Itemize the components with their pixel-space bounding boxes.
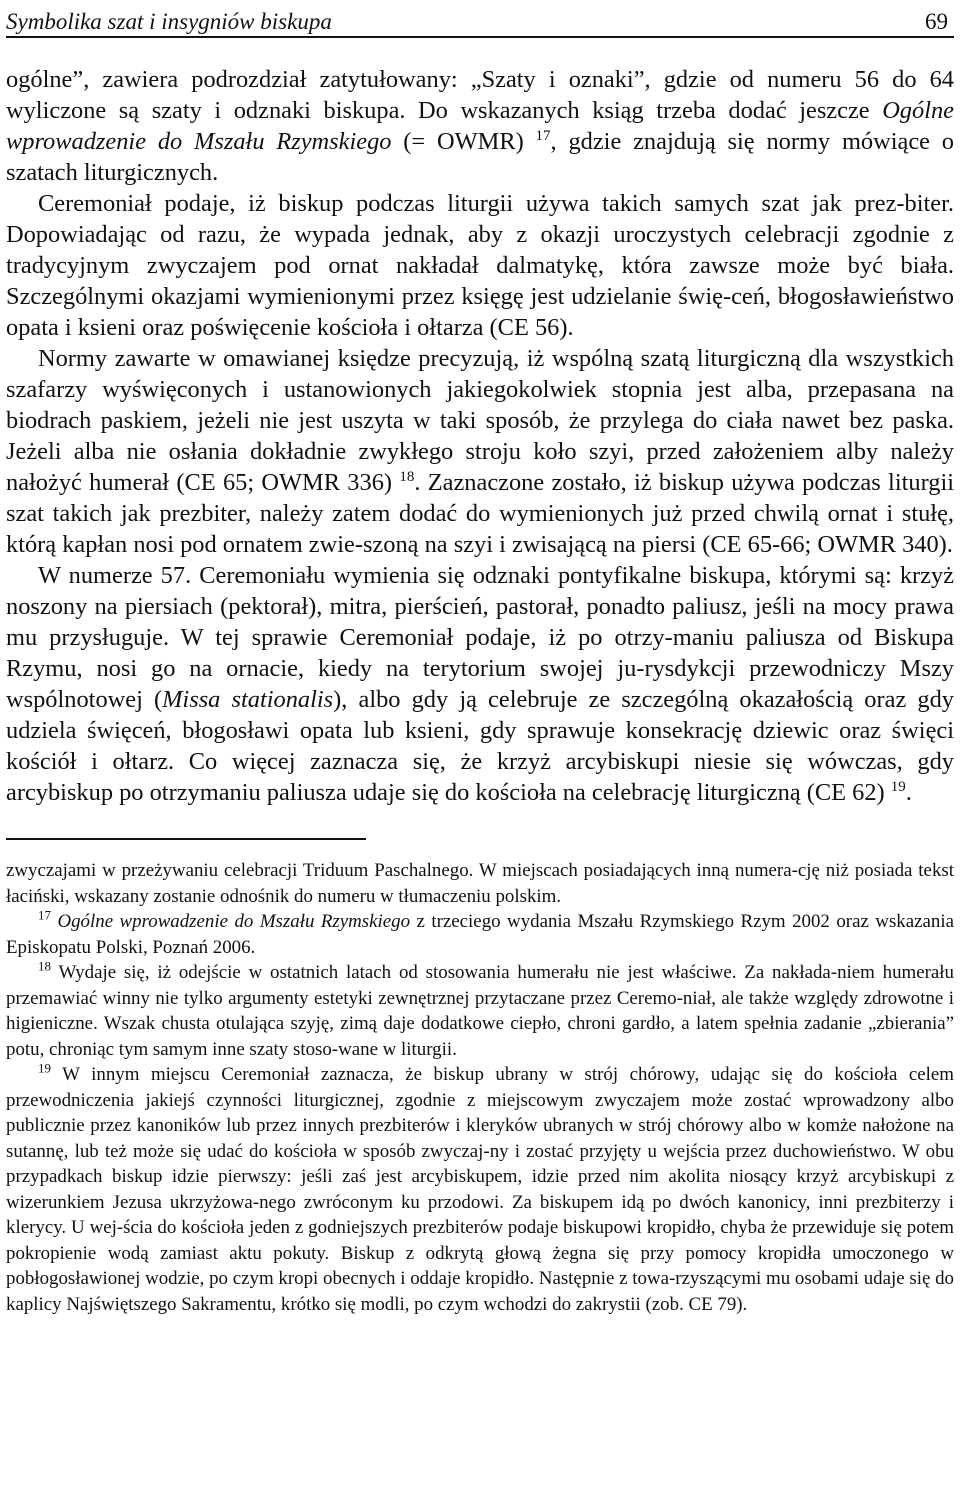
footnote-18-text: Wydaje się, iż odejście w ostatnich latach od stosowania humerału nie jest właściwe. Za nakłada-niem humerału przemawiać winny nie tylko argumenty estetyki zewnętrznej przytaczane przez Ceremo-niał, ale także względy zdrowotne i higieniczne. Wszak chusta otulająca szyję, zimą daje dodatkowe ciepło, chroni gardło, a latem spełnia zadanie „zbierania” potu, chroniąc tym samym inne szaty stoso-wane w liturgii. <box>6 962 954 1060</box>
paragraph-1-text-c: , gdzie znajdują się normy mówiące o szatach liturgicznych. <box>6 128 954 186</box>
page-number: 69 <box>925 9 948 34</box>
paragraph-1-text-a: ogólne”, zawiera podrozdział zatytułowany: „Szaty i oznaki”, gdzie od numeru 56 do 64 wyliczone są szaty i odznaki biskupa. Do wskazanych ksiąg trzeba dodać jeszcze <box>6 66 954 124</box>
footnote-17-number: 17 <box>38 907 51 923</box>
running-title: Symbolika szat i insygniów biskupa <box>6 9 332 34</box>
footnote-18-number: 18 <box>38 958 51 974</box>
paragraph-3-text-a: Normy zawarte w omawianej księdze precyzują, iż wspólną szatą liturgiczną dla wszystkich szafarzy wyświęconych i ustanowionych jakiegokolwiek stopnia jest alba, przepasana na biodrach paskiem, jeżeli nie jest uszyta w taki sposób, że przylega do ciała nawet bez paska. Jeżeli alba nie osłania dokładnie zwykłego stroju koło szyi, przed założeniem alby należy nałożyć humerał (CE 65; OWMR 336) <box>6 345 954 496</box>
footnote-17 <box>6 909 954 960</box>
paragraph-1-text-b: (= OWMR) <box>391 128 524 155</box>
footnote-17-text: z trzeciego wydania Mszału Rzymskiego Rzym 2002 oraz wskazania Episkopatu Polski, Poznań 2006. <box>6 911 954 958</box>
paragraph-4-italic-term: Missa stationalis <box>162 686 334 713</box>
paragraph-3-text-b: . Zaznaczone zostało, iż biskup używa podczas liturgii szat takich jak prezbiter, należy zatem dodać do wymienionych już przed chwilą ornat i stułę, którą kapłan nosi pod ornatem zwie-szoną na szyi i zwisającą na piersi (CE 65-66; OWMR 340). <box>6 469 954 558</box>
main-text <box>6 64 954 808</box>
footnote-ref-18[interactable]: 18 <box>399 468 415 485</box>
paragraph-1-italic-title: Ogólne wprowadzenie do Mszału Rzymskiego <box>6 97 954 155</box>
footnote-18 <box>6 960 954 1062</box>
page <box>6 0 954 1317</box>
footnote-19-text: W innym miejscu Ceremoniał zaznacza, że biskup ubrany w strój chórowy, udając się do kościoła celem przewodniczenia jakiejś czynności liturgicznej, zgodnie z miejscowym zwyczajem może zostać wprowadzony albo publicznie przez kanoników lub przez innych prezbiterów i kleryków ubranych w strój chórowy albo w komże nałożone na sutannę, lub też może się udać do kościoła w sposób zwyczaj-ny i zostać przyjęty u wejścia przez duchowieństwo. W obu przypadkach biskup idzie pierwszy: jeśli zaś jest arcybiskupem, idzie przed nim akolita niosący krzyż arcybiskupi z wizerunkiem Jezusa ukrzyżowa-nego zwróconym ku przodowi. Za biskupem idą po dwóch kanonicy, inni prezbiterzy i klerycy. U wej-ścia do kościoła jeden z godniejszych prezbiterów podaje biskupowi kropidło, chyba że przewiduje się potem pokropienie wodą zamiast aktu pokuty. Biskup z odkrytą głową żegna się przy pomocy kropidła umoczonego w pobłogosławionej wodzie, po czym kropi obecnych i oddaje kropidło. Następnie z towa-rzyszącymi mu osobami udaje się do kaplicy Najświętszego Sakramentu, krótko się modli, po czym wchodzi do zakrystii (zob. CE 79). <box>6 1064 954 1315</box>
footnote-17-italic-title: Ogólne wprowadzenie do Mszału Rzymskiego <box>57 911 411 932</box>
footnote-continued: zwyczajami w przeżywaniu celebracji Triduum Paschalnego. W miejscach posiadających inną numera-cję niż posiada tekst łaciński, wskazany zostanie odnośnik do numeru w tłumaczeniu polskim. <box>6 860 954 907</box>
paragraph-1 <box>6 64 954 188</box>
footnote-ref-17[interactable]: 17 <box>535 127 551 144</box>
paragraph-4 <box>6 560 954 808</box>
footnote-19-number: 19 <box>38 1060 51 1076</box>
footnotes <box>6 858 954 1317</box>
footnote-19 <box>6 1062 954 1317</box>
paragraph-4-text-c: . <box>905 779 912 806</box>
footnote-separator <box>6 838 366 840</box>
paragraph-4-text-b: ), albo gdy ją celebruje ze szczególną okazałością oraz gdy udziela święceń, błogosławi opata lub ksieni, gdy sprawuje konsekrację dziewic oraz święci kościół i ołtarz. Co więcej zaznacza się, że krzyż arcybiskupi niesie się wówczas, gdy arcybiskup po otrzymaniu paliusza udaje się do kościoła na celebrację liturgiczną (CE 62) <box>6 686 954 806</box>
paragraph-3 <box>6 343 954 560</box>
paragraph-4-text-a: W numerze 57. Ceremoniału wymienia się odznaki pontyfikalne biskupa, którymi są: krzyż noszony na piersiach (pektorał), mitra, pierścień, pastorał, ponadto paliusz, jeśli na mocy prawa mu przysługuje. W tej sprawie Ceremoniał podaje, iż po otrzy-maniu paliusza od Biskupa Rzymu, nosi go na ornacie, kiedy na terytorium swojej ju-rysdykcji przewodniczy Mszy wspólnotowej ( <box>6 562 954 713</box>
footnote-ref-19[interactable]: 19 <box>890 778 906 795</box>
running-header <box>6 0 954 38</box>
paragraph-2: Ceremoniał podaje, iż biskup podczas liturgii używa takich samych szat jak prez-biter. Dopowiadając od razu, że wypada jednak, aby z okazji uroczystych celebracji zgodnie z tradycyjnym zwyczajem pod ornat nakładał dalmatykę, która zawsze może być biała. Szczególnymi okazjami wymienionymi przez księgę jest udzielanie świę-ceń, błogosławieństwo opata i ksieni oraz poświęcenie kościoła i ołtarza (CE 56). <box>6 190 954 341</box>
